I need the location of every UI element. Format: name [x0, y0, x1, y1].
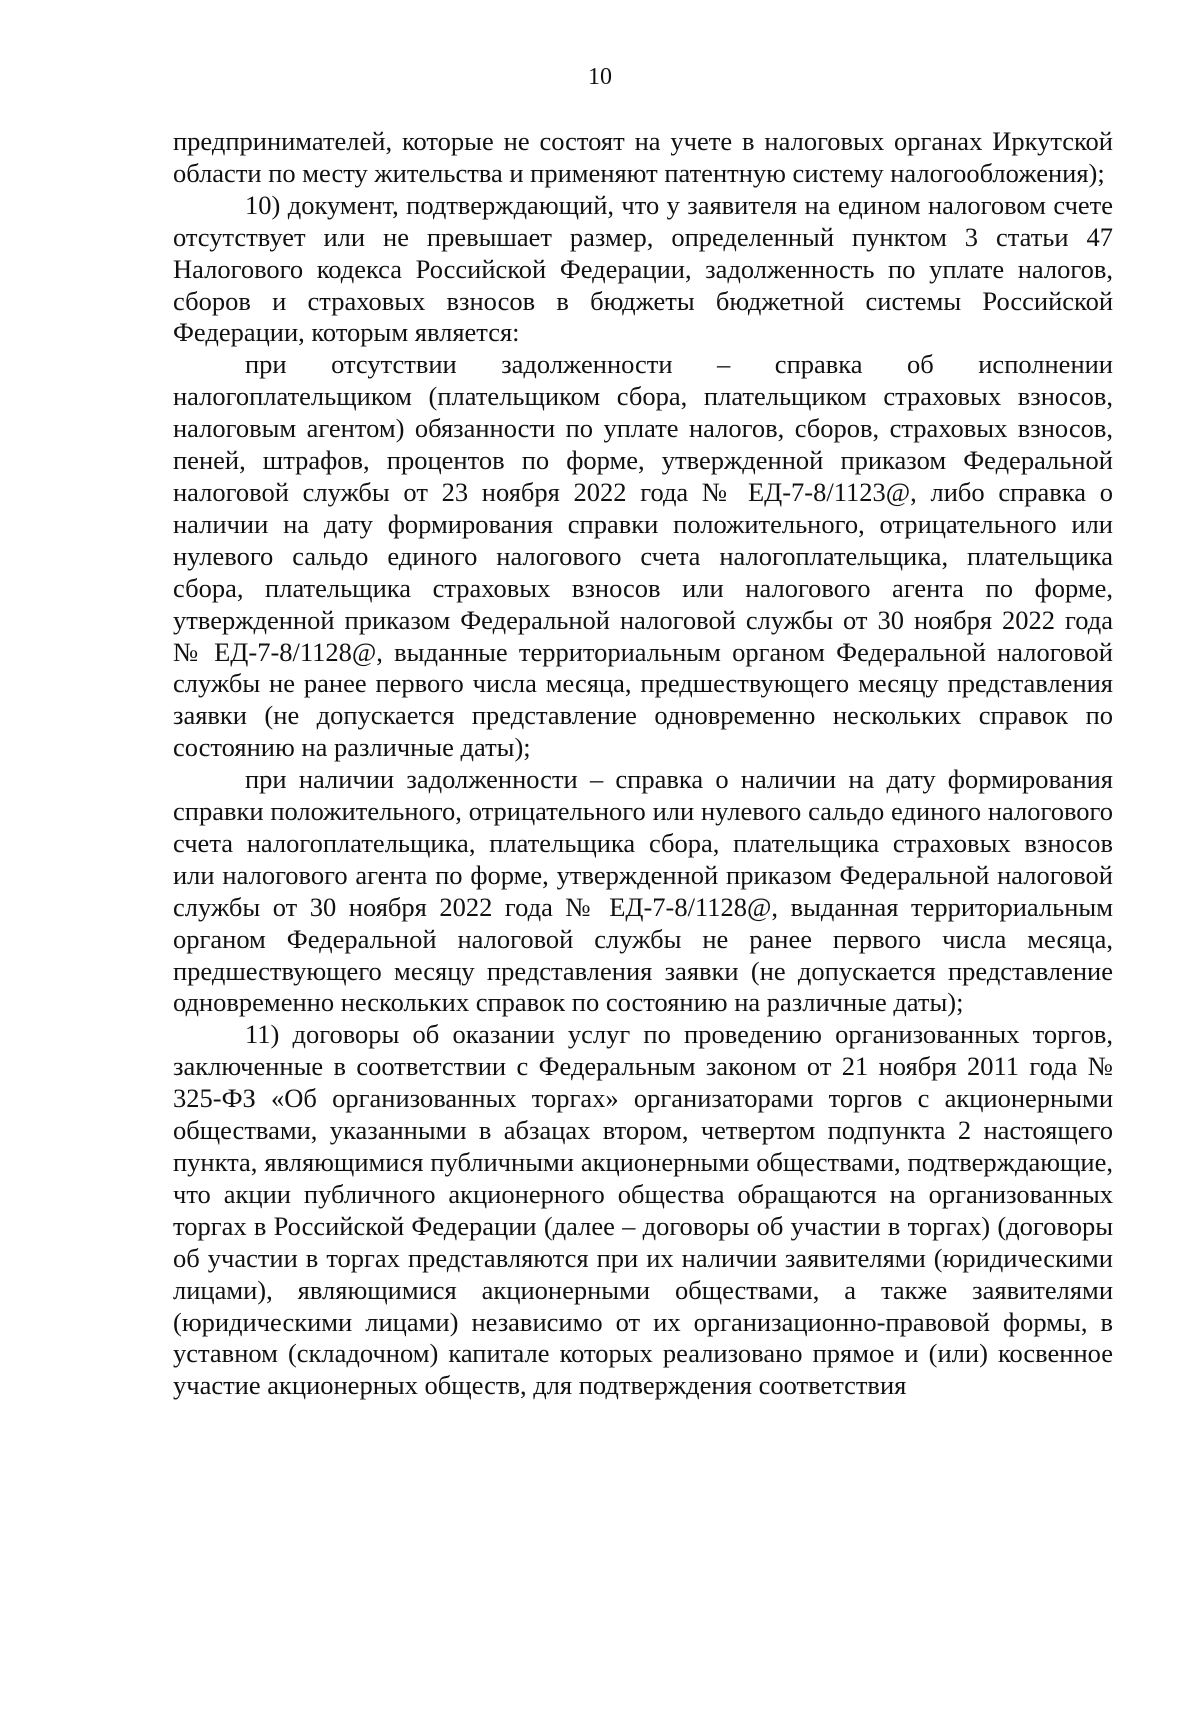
page-number: 10 [588, 64, 612, 90]
document-body [173, 126, 1113, 1402]
paragraph-no-debt: при отсутствии задолженности – справка об исполнении налогоплательщиком (плательщиком сбора, плательщиком страховых взносов, налоговым агентом) обязанности по уплате налогов, сборов, страховых взносов, пеней, штрафов, процентов по форме, утвержденной приказом Федеральной налоговой службы от 23 ноября 2022 года № ЕД-7-8/1123@, либо справка о наличии на дату формирования справки положительного, отрицательного или нулевого сальдо единого налогового счета налогоплательщика, плательщика сбора, плательщика страховых взносов или налогового агента по форме, утвержденной приказом Федеральной налоговой службы от 30 ноября 2022 года № ЕД-7-8/1128@, выданные территориальным органом Федеральной налоговой службы не ранее первого числа месяца, предшествующего месяцу представления заявки (не допускается представление одновременно нескольких справок по состоянию на различные даты); [173, 349, 1113, 763]
paragraph-item-11: 11) договоры об оказании услуг по проведению организованных торгов, заключенные в соответствии с Федеральным законом от 21 ноября 2011 года № 325-ФЗ «Об организованных торгах» организаторами торгов с акционерными обществами, указанными в абзацах втором, четвертом подпункта 2 настоящего пункта, являющимися публичными акционерными обществами, подтверждающие, что акции публичного акционерного общества обращаются на организованных торгах в Российской Федерации (далее – договоры об участии в торгах) (договоры об участии в торгах представляются при их наличии заявителями (юридическими лицами), являющимися акционерными обществами, а также заявителями (юридическими лицами) независимо от их организационно-правовой формы, в уставном (складочном) капитале которых реализовано прямое и (или) косвенное участие акционерных обществ, для подтверждения соответствия [173, 1019, 1113, 1401]
paragraph-continuation: предпринимателей, которые не состоят на учете в налоговых органах Иркутской области по месту жительства и применяют патентную систему налогообложения); [173, 126, 1113, 188]
paragraph-with-debt: при наличии задолженности – справка о наличии на дату формирования справки положительного, отрицательного или нулевого сальдо единого налогового счета налогоплательщика, плательщика сбора, плательщика страховых взносов или налогового агента по форме, утвержденной приказом Федеральной налоговой службы от 30 ноября 2022 года № ЕД-7-8/1128@, выданная территориальным органом Федеральной налоговой службы не ранее первого числа месяца, предшествующего месяцу представления заявки (не допускается представление одновременно нескольких справок по состоянию на различные даты); [173, 764, 1113, 1018]
paragraph-item-10: 10) документ, подтверждающий, что у заявителя на едином налоговом счете отсутствует или не превышает размер, определенный пунктом 3 статьи 47 Налогового кодекса Российской Федерации, задолженность по уплате налогов, сборов и страховых взносов в бюджеты бюджетной системы Российской Федерации, которым является: [173, 189, 1113, 348]
